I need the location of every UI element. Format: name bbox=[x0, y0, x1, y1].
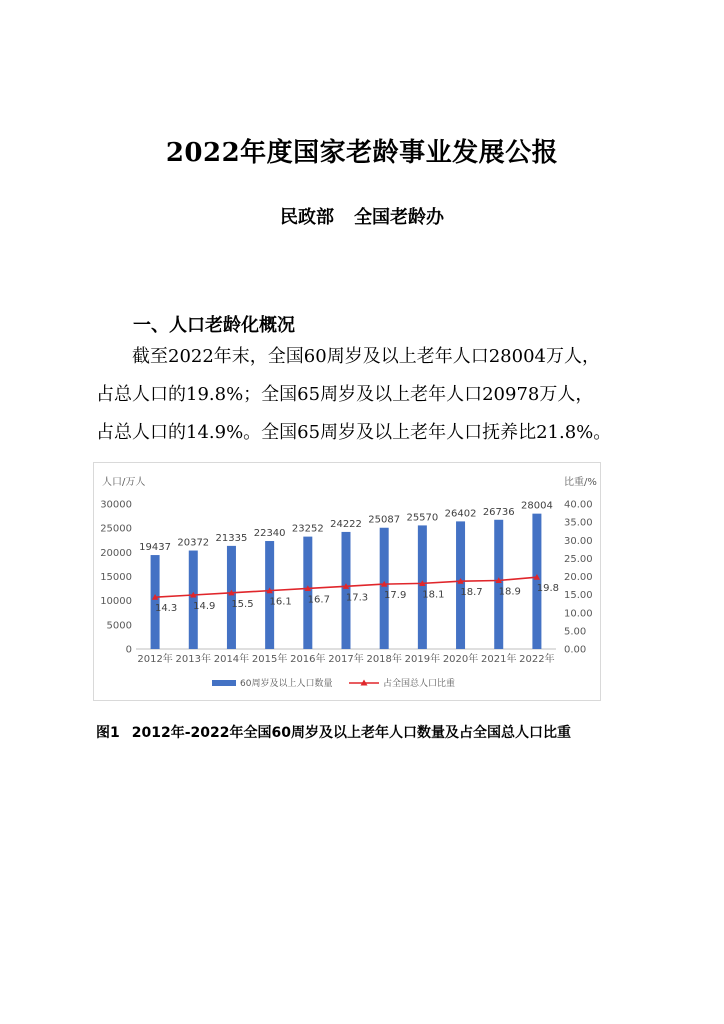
author-office: 全国老龄办 bbox=[354, 207, 444, 228]
right-tick-label: 30.00 bbox=[564, 535, 593, 547]
right-tick-label: 5.00 bbox=[564, 626, 587, 638]
x-tick-label: 2020年 bbox=[442, 654, 479, 665]
x-tick-label: 2018年 bbox=[366, 654, 402, 665]
x-tick-label: 2013年 bbox=[175, 654, 211, 665]
bar-value-label: 25570 bbox=[406, 512, 439, 524]
bar-value-label: 22340 bbox=[253, 528, 286, 540]
ratio-value-label: 19.8 bbox=[536, 583, 560, 595]
x-tick-label: 2021年 bbox=[481, 654, 517, 665]
bar bbox=[532, 514, 541, 649]
bar bbox=[418, 525, 427, 649]
ratio-value-label: 18.7 bbox=[460, 587, 483, 599]
figure-caption-text: 2012年-2022年全国60周岁及以上老年人口数量及占全国总人口比重 bbox=[131, 725, 571, 741]
ratio-value-label: 16.7 bbox=[307, 594, 330, 606]
right-tick-label: 0.00 bbox=[564, 644, 587, 656]
ratio-value-label: 17.3 bbox=[345, 592, 369, 604]
legend-bar-label: 60周岁及以上人口数量 bbox=[240, 679, 333, 689]
ratio-value-label: 14.3 bbox=[154, 603, 178, 615]
left-tick-label: 30000 bbox=[100, 499, 132, 511]
bar bbox=[303, 537, 312, 649]
bar-value-label: 26402 bbox=[444, 508, 477, 520]
population-chart bbox=[93, 462, 601, 701]
right-tick-label: 10.00 bbox=[564, 608, 593, 620]
figure-number: 图1 bbox=[96, 725, 120, 741]
section-heading: 一、人口老龄化概况 bbox=[133, 315, 295, 336]
bar bbox=[456, 521, 465, 649]
ratio-value-label: 18.1 bbox=[422, 589, 445, 601]
left-tick-label: 20000 bbox=[100, 547, 132, 559]
paragraph-line: 占总人口的19.8%；全国65周岁及以上老年人口20978万人， bbox=[96, 384, 594, 405]
document-title: 2022年度国家老龄事业发展公报 bbox=[165, 138, 559, 168]
right-axis-title: 比重/% bbox=[564, 477, 597, 488]
bar bbox=[151, 555, 160, 649]
bar bbox=[227, 546, 236, 649]
bar-value-label: 21335 bbox=[215, 532, 248, 544]
bar-value-label: 23252 bbox=[291, 523, 324, 535]
bar bbox=[494, 520, 503, 649]
right-tick-label: 20.00 bbox=[564, 572, 593, 583]
ratio-value-label: 14.9 bbox=[193, 600, 216, 612]
bar-value-label: 19437 bbox=[139, 542, 171, 554]
paragraph-line: 截至2022年末，全国60周岁及以上老年人口28004万人， bbox=[132, 346, 600, 367]
left-tick-label: 25000 bbox=[100, 523, 132, 535]
right-tick-label: 25.00 bbox=[564, 553, 593, 565]
x-tick-label: 2012年 bbox=[137, 654, 173, 665]
bar bbox=[189, 551, 198, 649]
bar-value-label: 28004 bbox=[521, 500, 553, 512]
x-tick-label: 2015年 bbox=[251, 654, 288, 665]
right-tick-label: 40.00 bbox=[564, 499, 593, 511]
right-tick-label: 35.00 bbox=[564, 517, 593, 529]
ratio-value-label: 15.5 bbox=[231, 598, 254, 610]
document-authors bbox=[0, 203, 724, 229]
ratio-value-label: 17.9 bbox=[384, 590, 407, 602]
paragraph-line: 占总人口的14.9%。全国65周岁及以上老年人口抚养比21.8%。 bbox=[96, 422, 612, 443]
bar-value-label: 24222 bbox=[330, 518, 362, 530]
x-tick-label: 2022年 bbox=[519, 654, 555, 665]
legend-bar-swatch bbox=[212, 680, 236, 686]
body-paragraph bbox=[96, 338, 636, 452]
left-tick-label: 0 bbox=[125, 644, 132, 656]
bar-value-label: 20372 bbox=[177, 537, 210, 549]
x-tick-label: 2016年 bbox=[290, 654, 326, 665]
x-tick-label: 2017年 bbox=[328, 654, 364, 665]
bar-value-label: 26736 bbox=[482, 506, 515, 518]
left-tick-label: 15000 bbox=[100, 572, 132, 583]
legend-line-label: 占全国总人口比重 bbox=[383, 679, 456, 689]
chart-canvas bbox=[94, 463, 600, 700]
left-tick-label: 10000 bbox=[100, 596, 132, 608]
right-tick-label: 15.00 bbox=[564, 590, 593, 602]
x-tick-label: 2019年 bbox=[404, 654, 441, 665]
x-tick-label: 2014年 bbox=[213, 654, 250, 665]
bar bbox=[380, 528, 389, 649]
author-ministry: 民政部 bbox=[280, 207, 334, 228]
bar-value-label: 25087 bbox=[368, 514, 401, 526]
bar bbox=[265, 541, 274, 649]
bar bbox=[342, 532, 351, 649]
left-tick-label: 5000 bbox=[106, 620, 132, 632]
left-axis-title: 人口/万人 bbox=[102, 477, 146, 488]
figure-caption bbox=[96, 722, 571, 742]
ratio-value-label: 18.9 bbox=[498, 586, 521, 598]
ratio-value-label: 16.1 bbox=[269, 596, 292, 608]
